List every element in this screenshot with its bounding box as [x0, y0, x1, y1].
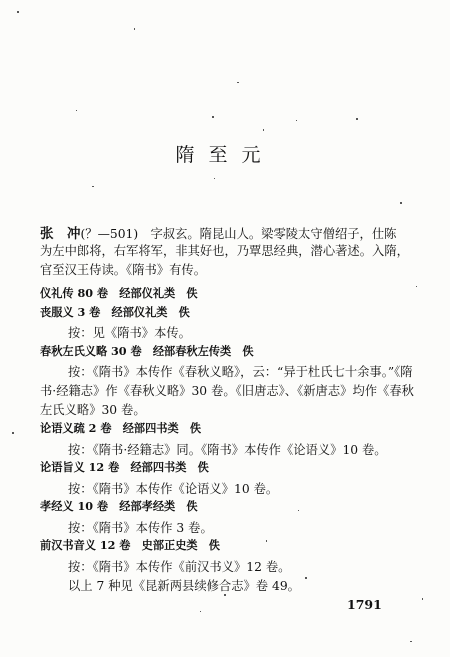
- entry-8: 论语义疏 2 卷 经部四书类 佚: [40, 421, 202, 435]
- entry-5: 按：《隋书》本传作《春秋义略》，云：“异于杜氏七十余事。”《隋: [68, 365, 413, 379]
- entry-2: 丧服义 3 卷 经部仪礼类 佚: [40, 305, 190, 319]
- scan-speck: [200, 611, 201, 612]
- entry-10: 论语旨义 12 卷 经部四书类 佚: [40, 460, 209, 474]
- scan-speck: [305, 577, 307, 579]
- author-line-1: [40, 222, 396, 242]
- scan-speck: [400, 202, 402, 204]
- entry-1: 仪礼传 80 卷 经部仪礼类 佚: [40, 286, 198, 300]
- scan-speck: [212, 116, 214, 118]
- page-title: 隋至元: [175, 144, 275, 166]
- scan-speck: [214, 178, 215, 179]
- page-number: 1791: [347, 597, 382, 612]
- entry-9: 按：《隋书·经籍志》同。《隋书》本传作《论语义》10 卷。: [68, 443, 387, 457]
- scan-speck: [237, 82, 239, 83]
- author-bio-3: 官至汉王侍读。《隋书》有传。: [40, 263, 207, 277]
- entry-14: 前汉书音义 12 卷 史部正史类 佚: [40, 538, 220, 552]
- entry-16: 以上 7 种见《昆新两县续修合志》卷 49。: [68, 579, 300, 593]
- author-bio-2: 为左中郎将，右军将军，非其好也，乃覃思经典，潜心著述。入隋，: [40, 244, 409, 258]
- author-name: 张 冲: [40, 226, 81, 242]
- scan-speck: [17, 11, 19, 13]
- scan-speck: [410, 641, 412, 642]
- scan-speck: [12, 432, 14, 434]
- author-dates: (？—501): [80, 227, 139, 241]
- entry-7: 左氏义略》30 卷。: [40, 403, 146, 417]
- entry-4: 春秋左氏义略 30 卷 经部春秋左传类 佚: [40, 344, 254, 358]
- scan-speck: [92, 186, 94, 187]
- entry-11: 按：《隋书》本传作《论语义》10 卷。: [68, 482, 279, 496]
- entry-3: 按：见《隋书》本传。: [68, 326, 191, 340]
- author-bio-1: 字叔玄。隋昆山人。梁零陵太守僧绍子，仕陈: [150, 227, 397, 241]
- entry-6: 书·经籍志》作《春秋义略》30 卷。《旧唐志》、《新唐志》均作《春秋: [40, 384, 414, 398]
- entry-12: 孝经义 10 卷 经部孝经类 佚: [40, 499, 198, 513]
- scan-speck: [422, 598, 423, 600]
- scan-speck: [263, 129, 264, 131]
- scan-speck: [298, 510, 299, 511]
- scan-speck: [356, 118, 358, 120]
- entry-15: 按：《隋书》本传作《前汉书义》12 卷。: [68, 560, 291, 574]
- scan-speck: [296, 120, 297, 121]
- entry-13: 按：《隋书》本传作 3 卷。: [68, 521, 213, 535]
- scan-speck: [416, 286, 417, 287]
- scan-speck: [76, 110, 77, 111]
- scan-speck: [134, 28, 135, 30]
- scan-speck: [224, 594, 226, 596]
- scan-speck: [266, 540, 267, 542]
